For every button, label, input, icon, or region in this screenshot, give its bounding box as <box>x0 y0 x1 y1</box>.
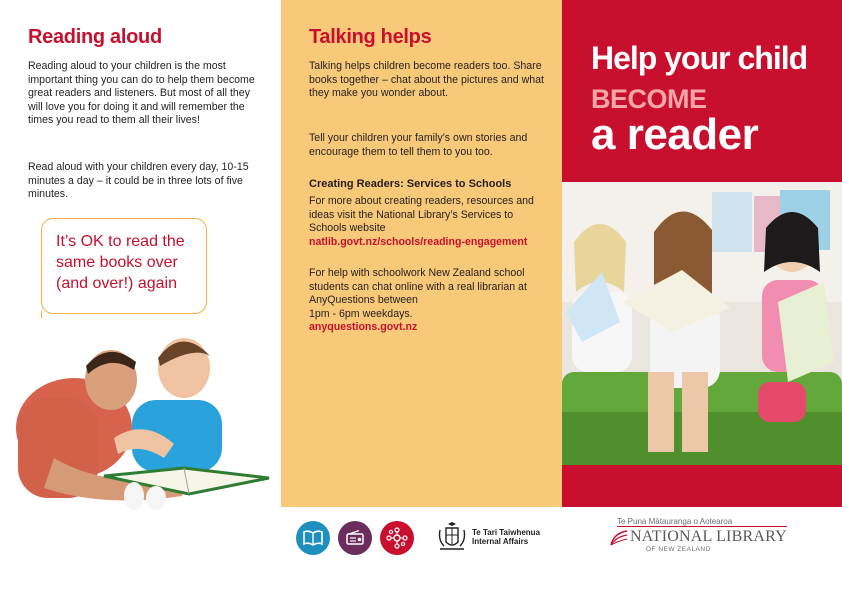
hero-title-line-1: Help your child <box>591 40 808 76</box>
hero-title-line-3: a reader <box>591 110 759 159</box>
natlib-maori-name: Te Puna Mātauranga o Aotearoa <box>617 517 733 526</box>
quote-text: It’s OK to read the same books over (and over!) again <box>56 233 185 292</box>
coat-of-arms-icon <box>436 522 468 552</box>
right-panel <box>562 0 842 595</box>
natlib-link[interactable]: natlib.govt.nz/schools/reading-engagement <box>309 235 528 248</box>
girls-reading-photo <box>562 182 842 465</box>
natlib-country: OF NEW ZEALAND <box>646 546 711 553</box>
reading-aloud-paragraph-1: Reading aloud to your children is the most important thing you can do to help them become great readers and listeners. But most of all they will love you for doing it and will remember the times you read to them all their lives! <box>28 60 255 127</box>
father-son-reading-photo <box>14 318 276 510</box>
anyquestions-text: For help with schoolwork New Zealand school students can chat online with a real librarian at AnyQuestions between <box>309 267 527 307</box>
talking-helps-paragraph-2: Tell your children your family’s own stories and encourage them to tell them to you too. <box>309 132 528 158</box>
talking-helps-paragraph-1: Talking helps children become readers too. Share books together – chat about the pictures and what they make you wonder about. <box>309 60 544 100</box>
dia-maori-name: Te Tari Taiwhenua <box>472 528 541 537</box>
anyquestions-paragraph <box>309 267 549 335</box>
reading-aloud-paragraph-2: Read aloud with your children every day, 10-15 minutes a day – it could be in three lots of five minutes. <box>28 161 249 201</box>
natlib-mark-icon <box>610 529 628 547</box>
hero-banner <box>562 0 842 182</box>
services-to-schools-paragraph <box>309 195 549 249</box>
dia-english-name: Internal Affairs <box>472 537 529 546</box>
anyquestions-link[interactable]: anyquestions.govt.nz <box>309 321 418 334</box>
services-text: For more about creating readers, resources and ideas visit the National Library’s Services to Schools website <box>309 195 534 235</box>
hero-bottom-band <box>562 465 842 507</box>
open-book-icon <box>296 521 330 555</box>
reading-aloud-heading: Reading aloud <box>28 26 162 48</box>
network-icon <box>380 521 414 555</box>
talking-helps-heading: Talking helps <box>309 26 432 48</box>
internal-affairs-logo <box>436 522 540 552</box>
radio-icon <box>338 521 372 555</box>
service-icons <box>296 521 414 555</box>
hero-title-line-2: BECOME <box>591 84 707 114</box>
left-panel <box>0 0 281 595</box>
anyquestions-hours: 1pm - 6pm weekdays. <box>309 307 413 320</box>
quote-callout <box>41 218 207 314</box>
creating-readers-subheading: Creating Readers: Services to Schools <box>309 178 512 190</box>
natlib-rule <box>617 526 787 527</box>
natlib-main-name: NATIONAL LIBRARY <box>630 528 787 545</box>
middle-panel <box>281 0 562 507</box>
